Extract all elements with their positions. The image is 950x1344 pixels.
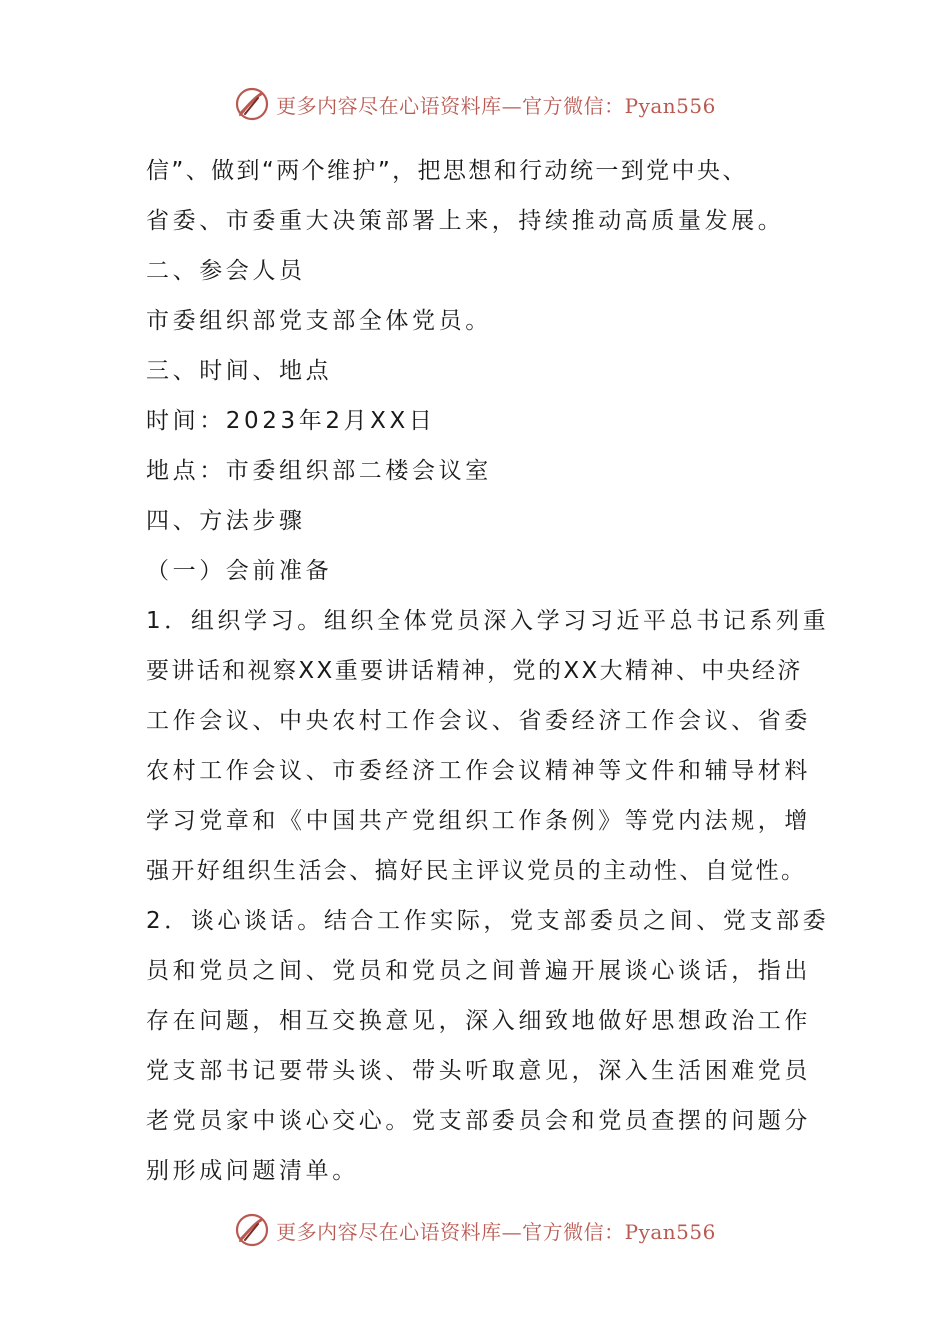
text-line: 时间：2023年2月XX日 [146,408,436,434]
pen-logo-icon [234,86,270,122]
section-heading: 二、参会人员 [146,258,306,284]
document-body [146,146,830,1196]
text-line: 要讲话和视察XX重要讲话精神，党的XX大精神、中央经济 [146,658,803,684]
text-line: 强开好组织生活会、搞好民主评议党员的主动性、自觉性。 [146,858,807,884]
section-heading: 四、方法步骤 [146,508,306,534]
text-line: 农村工作会议、市委经济工作会议精神等文件和辅导材料 [146,758,811,784]
text-line: 工作会议、中央农村工作会议、省委经济工作会议、省委 [146,708,811,734]
watermark-footer [0,1208,950,1252]
section-heading: 三、时间、地点 [146,358,333,384]
text-line: 1．组织学习。组织全体党员深入学习习近平总书记系列重 [146,608,830,634]
text-line: 党支部书记要带头谈、带头听取意见，深入生活困难党员 [146,1058,811,1084]
text-line: 信”、做到“两个维护”，把思想和行动统一到党中央、 [146,158,748,184]
text-line: 市委组织部党支部全体党员。 [146,308,492,334]
text-line: 别形成问题清单。 [146,1158,359,1184]
text-line: 学习党章和《中国共产党组织工作条例》等党内法规，增 [146,808,811,834]
text-line: 员和党员之间、党员和党员之间普遍开展谈心谈话，指出 [146,958,811,984]
text-line: 老党员家中谈心交心。党支部委员会和党员查摆的问题分 [146,1108,811,1134]
text-line: 省委、市委重大决策部署上来，持续推动高质量发展。 [146,208,785,234]
text-line: 存在问题，相互交换意见，深入细致地做好思想政治工作 [146,1008,811,1034]
watermark-text: 更多内容尽在心语资料库—官方微信：Pyan556 [276,93,716,118]
watermark-header [0,82,950,126]
pen-logo-icon [234,1212,270,1248]
subsection-heading: （一）会前准备 [146,558,333,584]
text-line: 地点：市委组织部二楼会议室 [146,458,492,484]
text-line: 2．谈心谈话。结合工作实际，党支部委员之间、党支部委 [146,908,830,934]
watermark-text: 更多内容尽在心语资料库—官方微信：Pyan556 [276,1219,716,1244]
